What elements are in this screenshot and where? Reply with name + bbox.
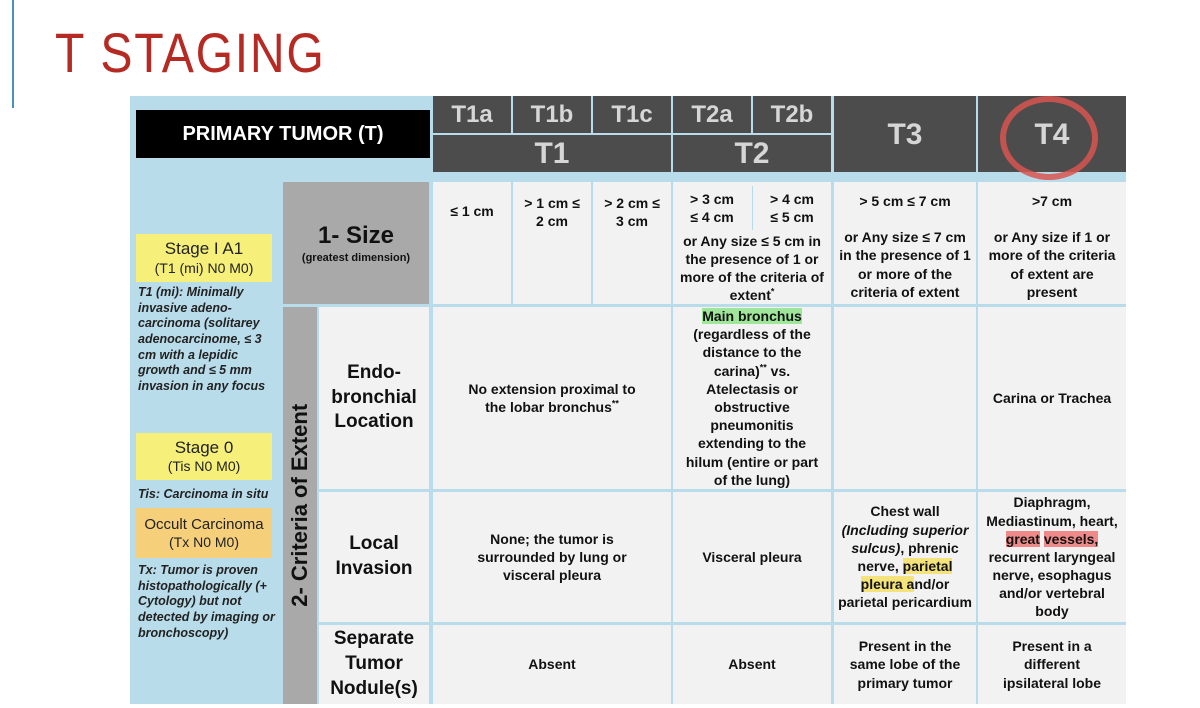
- endo-t4: Carina or Trachea: [978, 307, 1126, 489]
- stage-0-title: Stage 0: [174, 437, 234, 457]
- criteria-of-extent-label: 2- Criteria of Extent: [283, 307, 317, 704]
- header-t4: T4: [978, 96, 1126, 172]
- occult-title: Occult Carcinoma: [144, 515, 264, 533]
- stage-ia1-sub: (T1 (mi) N0 M0): [154, 259, 254, 276]
- header-t2a: T2a: [673, 96, 751, 133]
- local-t2: Visceral pleura: [673, 492, 831, 622]
- nodule-t3: Present in the same lobe of the primary tumor: [834, 625, 976, 704]
- size-t4-any: or Any size if 1 or more of the criteria of extent are present: [988, 229, 1116, 300]
- separate-nodule-label: Separate Tumor Nodule(s): [319, 625, 429, 704]
- main-bronchus-highlight: Main bronchus: [702, 308, 802, 325]
- size-label-cell: [283, 182, 429, 304]
- header-t1a: T1a: [433, 96, 511, 133]
- size-t4-cell: [978, 182, 1126, 304]
- endo-t1: No extension proximal to the lobar bronchus**: [433, 307, 671, 489]
- size-label: 1- Size: [317, 222, 395, 250]
- great-vessels-highlight: great: [1005, 530, 1040, 547]
- occult-carcinoma-badge: [136, 508, 272, 558]
- size-t4-range: >7 cm: [1031, 193, 1073, 209]
- header-t2b: T2b: [753, 96, 831, 133]
- stage-0-badge: [136, 433, 272, 480]
- size-t2b: > 4 cm ≤ 5 cm: [770, 190, 814, 225]
- size-t3-range: > 5 cm ≤ 7 cm: [859, 193, 951, 209]
- header-t1b: T1b: [513, 96, 591, 133]
- primary-tumor-header: PRIMARY TUMOR (T): [136, 110, 430, 158]
- endo-t2: Main bronchus (regardless of the distance to the carina)** vs. Atelectasis or obstructive pneumonitis extending to the hilum (entire or part of the lung): [673, 307, 831, 489]
- occult-sub: (Tx N0 M0): [169, 533, 239, 550]
- header-t3: T3: [834, 96, 976, 172]
- size-t1a: ≤ 1 cm: [433, 182, 511, 304]
- endobronchial-label: Endo-bronchial Location: [319, 307, 429, 489]
- page-title: T STAGING: [55, 21, 326, 84]
- header-t1: T1: [433, 135, 671, 172]
- stage-ia1-title: Stage I A1: [164, 239, 244, 259]
- size-t1b: > 1 cm ≤ 2 cm: [513, 182, 591, 304]
- header-t1c: T1c: [593, 96, 671, 133]
- size-t3-cell: [834, 182, 976, 304]
- nodule-t2: Absent: [673, 625, 831, 704]
- stage-ia1-note: T1 (mi): Minimally invasive adeno-carcinoma (solitarey adenocarcinome, ≤ 3 cm with a lepidic growth and ≤ 5 mm invasion in any focus: [138, 285, 266, 393]
- accent-line: [12, 0, 14, 108]
- size-t2a: > 3 cm ≤ 4 cm: [690, 190, 734, 225]
- size-sublabel: (greatest dimension): [301, 252, 411, 265]
- header-t2: T2: [673, 135, 831, 172]
- local-t3: Chest wall (Including superior sulcus), phrenic nerve, parietal pleura and/or parietal pericardium: [834, 492, 976, 622]
- size-t2-any: or Any size ≤ 5 cm in the presence of 1 or more of the criteria of extent*: [680, 232, 824, 304]
- nodule-t4: Present in a different ipsilateral lobe: [978, 625, 1126, 704]
- stage-ia1-badge: [136, 234, 272, 282]
- occult-note: Tx: Tumor is proven histopathologically (+ Cytology) but not detected by imaging or bronchoscopy): [138, 563, 275, 640]
- nodule-t1: Absent: [433, 625, 671, 704]
- local-t1: None; the tumor is surrounded by lung or visceral pleura: [433, 492, 671, 622]
- local-invasion-label: Local Invasion: [319, 492, 429, 622]
- local-t4: Diaphragm, Mediastinum, heart, great vessels, recurrent laryngeal nerve, esophagus and/or vertebral body: [978, 492, 1126, 622]
- t4-highlight-circle: [1000, 96, 1098, 180]
- stage-0-sub: (Tis N0 M0): [167, 458, 241, 475]
- size-t3-any: or Any size ≤ 7 cm in the presence of 1 or more of the criteria of extent: [839, 229, 971, 300]
- parietal-pleura-highlight: parietal: [902, 558, 953, 574]
- size-t1c: > 2 cm ≤ 3 cm: [593, 182, 671, 304]
- stage-0-note: Tis: Carcinoma in situ: [138, 487, 269, 501]
- endo-t3: [834, 307, 976, 489]
